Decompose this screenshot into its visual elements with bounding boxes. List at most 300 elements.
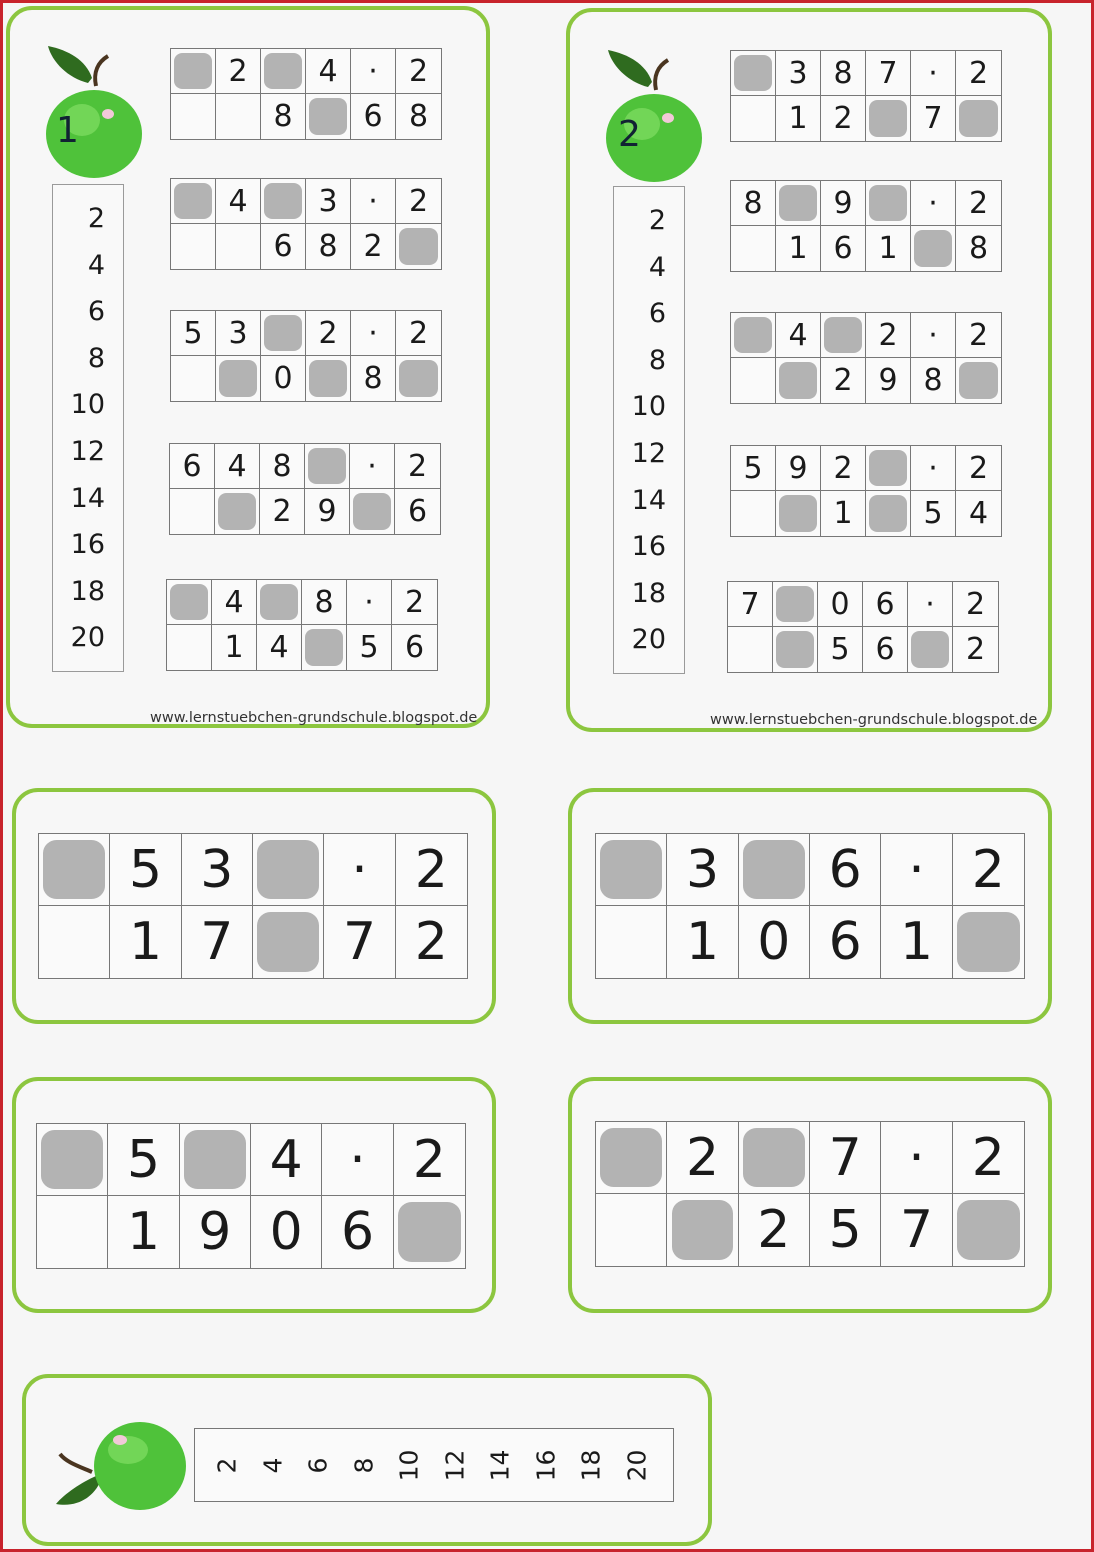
digit-cell: [322, 1124, 393, 1196]
digit-cell: [739, 906, 810, 978]
digit-cell: [821, 446, 866, 491]
digit: 4: [269, 630, 289, 665]
digit: 0: [757, 912, 791, 972]
digit: 4: [224, 584, 244, 620]
blank-cell[interactable]: [396, 224, 441, 269]
digit-cell: [396, 94, 441, 139]
number-list-item: 10: [70, 389, 105, 421]
digit-cell: [866, 358, 911, 403]
digit: 7: [923, 101, 943, 136]
blank-box[interactable]: [824, 317, 863, 354]
digit: 7: [828, 1127, 862, 1188]
digit-cell: [212, 625, 257, 670]
blank-cell[interactable]: [866, 96, 911, 141]
digit-cell: [108, 1196, 179, 1268]
digit-cell: [911, 358, 956, 403]
digit-cell: [171, 224, 216, 269]
digit: 2: [968, 185, 989, 221]
blank-cell[interactable]: [167, 580, 212, 625]
digit: 7: [740, 586, 760, 622]
blank-box[interactable]: [911, 631, 950, 669]
digit-cell: [866, 226, 911, 271]
digit: 7: [878, 55, 898, 91]
digit: 5: [830, 632, 850, 667]
digit: 2: [414, 839, 448, 900]
blank-cell[interactable]: [731, 313, 776, 358]
blank-cell[interactable]: [396, 356, 441, 401]
digit-cell: [171, 311, 216, 356]
blank-box[interactable]: [43, 840, 105, 900]
blank-cell[interactable]: [866, 446, 911, 491]
digit-cell: [810, 834, 881, 906]
digit-cell: [953, 582, 998, 627]
blank-box[interactable]: [264, 315, 303, 352]
digit: 8: [318, 229, 338, 264]
digit-cell: [810, 1122, 881, 1194]
blank-cell[interactable]: [773, 627, 818, 672]
digit: 3: [318, 183, 338, 219]
digit-cell: [810, 906, 881, 978]
digit-cell: [821, 51, 866, 96]
digit-cell: [731, 226, 776, 271]
digit: 9: [198, 1202, 232, 1262]
digit-cell: [911, 446, 956, 491]
blank-box[interactable]: [734, 317, 773, 354]
worksheet-card-1: [6, 6, 490, 728]
digit-cell: [216, 49, 261, 94]
source-url: www.lernstuebchen-grundschule.blogspot.de: [150, 710, 478, 726]
digit: 6: [404, 630, 425, 665]
digit-cell: [956, 313, 1001, 358]
blank-box[interactable]: [184, 1130, 246, 1190]
digit: 8: [273, 99, 293, 134]
digit-cell: [171, 94, 216, 139]
digit-cell: [305, 489, 350, 534]
blank-cell[interactable]: [261, 311, 306, 356]
blank-box[interactable]: [264, 53, 303, 90]
number-strip-item: 12: [440, 1449, 469, 1482]
digit-cell: [953, 834, 1024, 906]
digit-cell: [212, 580, 257, 625]
digit: 2: [408, 53, 429, 89]
digit-cell: [821, 96, 866, 141]
blank-box[interactable]: [672, 1200, 734, 1260]
digit-cell: [171, 356, 216, 401]
digit-cell: [347, 580, 392, 625]
number-list-item: 8: [648, 344, 666, 376]
blank-box[interactable]: [309, 360, 348, 398]
number-strip: [194, 1428, 674, 1502]
digit-cell: [216, 179, 261, 224]
digit-cell: [351, 94, 396, 139]
digit: 2: [971, 839, 1005, 900]
digit: 5: [359, 630, 379, 665]
digit-cell: [37, 1196, 108, 1268]
digit: 2: [757, 1200, 791, 1260]
blank-box[interactable]: [776, 631, 815, 669]
number-list-item: 18: [70, 575, 105, 607]
digit: 1: [788, 101, 808, 136]
digit-cell: [395, 444, 440, 489]
blank-box[interactable]: [869, 185, 908, 222]
digit: 7: [200, 912, 234, 972]
digit-cell: [170, 444, 215, 489]
digit: ·: [908, 1127, 925, 1188]
digit: ·: [908, 839, 925, 900]
digit-cell: [216, 311, 261, 356]
digit: 4: [968, 496, 989, 531]
digit-cell: [351, 224, 396, 269]
number-list-item: 16: [70, 529, 105, 561]
digit-cell: [953, 627, 998, 672]
digit: 6: [828, 912, 862, 972]
digit-cell: [866, 51, 911, 96]
digit-cell: [667, 906, 738, 978]
number-list-item: 18: [631, 577, 666, 609]
digit: 6: [363, 99, 383, 134]
blank-box[interactable]: [398, 1202, 461, 1262]
blank-box[interactable]: [600, 1128, 662, 1188]
blank-box[interactable]: [914, 230, 953, 268]
digit-cell: [260, 489, 305, 534]
digit: 2: [363, 229, 383, 264]
multiplication-grid: [38, 833, 468, 979]
digit-cell: [394, 1124, 465, 1196]
number-list-item: 14: [70, 482, 105, 514]
digit-cell: [731, 491, 776, 536]
digit-cell: [731, 358, 776, 403]
blank-box[interactable]: [869, 450, 908, 487]
digit: 5: [828, 1200, 862, 1260]
digit: 8: [314, 584, 334, 620]
blank-box[interactable]: [353, 493, 392, 531]
digit: 4: [227, 448, 247, 484]
digit-cell: [110, 834, 181, 906]
blank-box[interactable]: [219, 360, 258, 398]
blank-box[interactable]: [959, 100, 999, 138]
blank-cell[interactable]: [956, 358, 1001, 403]
multiplication-grid: [727, 581, 999, 673]
digit-cell: [881, 906, 952, 978]
blank-box[interactable]: [308, 448, 347, 485]
digit-cell: [251, 1124, 322, 1196]
digit-cell: [261, 224, 306, 269]
digit-cell: [776, 313, 821, 358]
blank-cell[interactable]: [596, 834, 667, 906]
blank-cell[interactable]: [216, 356, 261, 401]
digit-cell: [167, 625, 212, 670]
blank-cell[interactable]: [908, 627, 953, 672]
number-list-item: 20: [631, 624, 666, 656]
digit-cell: [596, 906, 667, 978]
digit: 2: [965, 632, 986, 667]
digit-cell: [956, 446, 1001, 491]
blank-box[interactable]: [957, 1200, 1020, 1260]
blank-box[interactable]: [600, 840, 662, 900]
digit: 3: [228, 315, 248, 351]
digit-cell: [182, 834, 253, 906]
multiplication-grid: [170, 310, 442, 402]
digit: 2: [408, 315, 429, 351]
blank-box[interactable]: [399, 228, 439, 266]
number-strip-item: 16: [531, 1449, 560, 1482]
digit-cell: [818, 627, 863, 672]
blank-box[interactable]: [257, 840, 319, 900]
number-strip-card: [22, 1374, 712, 1546]
digit: ·: [349, 1129, 366, 1190]
blank-cell[interactable]: [306, 356, 351, 401]
number-strip-item: 10: [394, 1449, 424, 1482]
digit: ·: [928, 185, 938, 221]
blank-box[interactable]: [174, 53, 213, 90]
digit-cell: [39, 906, 110, 978]
digit: 3: [685, 839, 720, 900]
blank-box[interactable]: [309, 98, 348, 136]
digit-cell: [881, 1194, 952, 1266]
blank-cell[interactable]: [953, 906, 1024, 978]
blank-cell[interactable]: [739, 834, 810, 906]
blank-cell[interactable]: [180, 1124, 251, 1196]
digit: 1: [833, 496, 853, 531]
digit-cell: [863, 582, 908, 627]
digit: 2: [318, 315, 338, 351]
number-column: [52, 184, 124, 672]
worksheet-card-2: [566, 8, 1052, 732]
blank-cell[interactable]: [215, 489, 260, 534]
blank-cell[interactable]: [253, 834, 324, 906]
digit-cell: [396, 49, 441, 94]
digit-cell: [110, 906, 181, 978]
digit-cell: [351, 179, 396, 224]
digit-cell: [731, 181, 776, 226]
blank-cell[interactable]: [667, 1194, 738, 1266]
number-list-item: 12: [70, 436, 105, 467]
blank-box[interactable]: [743, 840, 805, 900]
digit-cell: [881, 1122, 952, 1194]
blank-cell[interactable]: [37, 1124, 108, 1196]
apple-icon: [52, 1410, 192, 1520]
digit-cell: [728, 582, 773, 627]
digit: 1: [788, 231, 808, 266]
blank-box[interactable]: [734, 55, 773, 92]
blank-box[interactable]: [399, 360, 439, 398]
digit-cell: [667, 1122, 738, 1194]
blank-cell[interactable]: [394, 1196, 465, 1268]
digit: 5: [923, 496, 943, 531]
digit: 8: [833, 55, 853, 91]
digit: 4: [228, 183, 248, 219]
blank-box[interactable]: [779, 362, 818, 400]
blank-box[interactable]: [257, 912, 319, 972]
apple-icon: [598, 42, 708, 187]
number-strip-item: 14: [485, 1449, 515, 1482]
digit: 2: [414, 912, 448, 972]
blank-box[interactable]: [41, 1130, 103, 1190]
blank-cell[interactable]: [39, 834, 110, 906]
blank-box[interactable]: [260, 584, 299, 621]
blank-cell[interactable]: [596, 1122, 667, 1194]
digit: 2: [833, 450, 853, 486]
digit: 1: [128, 912, 163, 972]
digit-cell: [821, 181, 866, 226]
blank-box[interactable]: [779, 185, 818, 222]
digit-cell: [818, 582, 863, 627]
digit: 1: [126, 1202, 161, 1262]
digit: 8: [272, 448, 292, 484]
digit-cell: [351, 311, 396, 356]
digit-cell: [392, 580, 437, 625]
digit: 6: [407, 494, 428, 529]
number-list-item: 6: [648, 298, 666, 330]
blank-cell[interactable]: [305, 444, 350, 489]
blank-cell[interactable]: [776, 358, 821, 403]
blank-cell[interactable]: [739, 1122, 810, 1194]
digit-cell: [911, 491, 956, 536]
digit-cell: [351, 49, 396, 94]
digit: 1: [878, 231, 898, 266]
blank-box[interactable]: [743, 1128, 805, 1188]
digit: 3: [788, 55, 808, 91]
blank-cell[interactable]: [731, 51, 776, 96]
digit-cell: [863, 627, 908, 672]
blank-box[interactable]: [957, 912, 1020, 972]
blank-cell[interactable]: [261, 49, 306, 94]
digit: ·: [368, 183, 378, 219]
digit-cell: [396, 311, 441, 356]
digit-cell: [324, 906, 395, 978]
blank-box[interactable]: [869, 100, 908, 138]
digit-cell: [306, 311, 351, 356]
digit: 6: [828, 839, 862, 900]
digit-cell: [728, 627, 773, 672]
blank-box[interactable]: [174, 183, 213, 220]
digit: 2: [272, 494, 292, 529]
blank-cell[interactable]: [306, 94, 351, 139]
digit: 6: [875, 586, 895, 622]
digit: 1: [899, 912, 934, 972]
blank-cell[interactable]: [302, 625, 347, 670]
blank-cell[interactable]: [776, 181, 821, 226]
blank-box[interactable]: [779, 495, 818, 533]
blank-cell[interactable]: [257, 580, 302, 625]
digit: ·: [928, 450, 938, 486]
blank-cell[interactable]: [776, 491, 821, 536]
multiplication-grid: [730, 180, 1002, 272]
digit: 1: [685, 912, 720, 972]
multiplication-grid: [730, 312, 1002, 404]
digit: 4: [788, 317, 808, 353]
blank-cell[interactable]: [253, 906, 324, 978]
digit: ·: [368, 53, 378, 89]
blank-box[interactable]: [869, 495, 908, 533]
digit: 8: [968, 231, 989, 266]
digit-cell: [261, 356, 306, 401]
digit-cell: [881, 834, 952, 906]
digit: ·: [925, 586, 935, 622]
digit-cell: [821, 358, 866, 403]
blank-box[interactable]: [264, 183, 303, 220]
digit: 8: [408, 99, 429, 134]
digit-cell: [351, 356, 396, 401]
digit-cell: [911, 181, 956, 226]
digit-cell: [257, 625, 302, 670]
blank-cell[interactable]: [773, 582, 818, 627]
blank-box[interactable]: [959, 362, 999, 400]
blank-cell[interactable]: [171, 49, 216, 94]
digit: ·: [928, 317, 938, 353]
digit: 2: [965, 586, 986, 622]
digit: 2: [685, 1127, 720, 1188]
number-list-item: 16: [631, 531, 666, 563]
digit-cell: [306, 49, 351, 94]
digit: 9: [317, 494, 337, 529]
digit-cell: [251, 1196, 322, 1268]
apple-icon: [38, 38, 148, 183]
blank-cell[interactable]: [866, 181, 911, 226]
blank-box[interactable]: [305, 629, 344, 667]
multiplication-grid: [170, 48, 442, 140]
number-strip-item: 18: [576, 1449, 606, 1482]
digit-cell: [956, 491, 1001, 536]
number-list-item: 8: [87, 342, 105, 374]
blank-box[interactable]: [776, 586, 815, 623]
blank-box[interactable]: [218, 493, 257, 531]
digit-cell: [776, 51, 821, 96]
digit: 0: [269, 1202, 303, 1262]
digit-cell: [261, 94, 306, 139]
digit: 4: [269, 1129, 303, 1190]
digit-cell: [776, 96, 821, 141]
number-strip-item: 8: [349, 1457, 378, 1474]
digit-cell: [866, 313, 911, 358]
digit: 6: [875, 632, 895, 667]
source-url: www.lernstuebchen-grundschule.blogspot.de: [710, 712, 1038, 728]
digit: 0: [830, 586, 850, 622]
number-list-item: 14: [631, 484, 666, 516]
blank-cell[interactable]: [821, 313, 866, 358]
blank-cell[interactable]: [350, 489, 395, 534]
blank-cell[interactable]: [911, 226, 956, 271]
number-list-item: 6: [87, 296, 105, 328]
digit: 2: [971, 1127, 1005, 1188]
digit-cell: [731, 446, 776, 491]
digit: 3: [200, 839, 234, 900]
digit-cell: [776, 226, 821, 271]
number-strip-item: 20: [622, 1449, 651, 1482]
digit-cell: [667, 834, 738, 906]
digit: 9: [833, 185, 853, 221]
digit: 9: [788, 450, 808, 486]
digit: 5: [126, 1129, 161, 1190]
digit-cell: [216, 94, 261, 139]
digit: 9: [878, 363, 898, 398]
digit: 6: [340, 1202, 375, 1262]
blank-box[interactable]: [170, 584, 209, 621]
number-list-item: 4: [648, 251, 666, 283]
number-strip-item: 2: [212, 1457, 242, 1474]
digit-cell: [596, 1194, 667, 1266]
digit: 6: [273, 229, 293, 264]
number-list-item: 10: [631, 391, 666, 423]
blank-cell[interactable]: [956, 96, 1001, 141]
blank-cell[interactable]: [261, 179, 306, 224]
digit: 2: [408, 183, 429, 219]
digit: 5: [183, 315, 203, 351]
multiplication-grid: [730, 50, 1002, 142]
blank-cell[interactable]: [953, 1194, 1024, 1266]
blank-cell[interactable]: [171, 179, 216, 224]
blank-cell[interactable]: [866, 491, 911, 536]
